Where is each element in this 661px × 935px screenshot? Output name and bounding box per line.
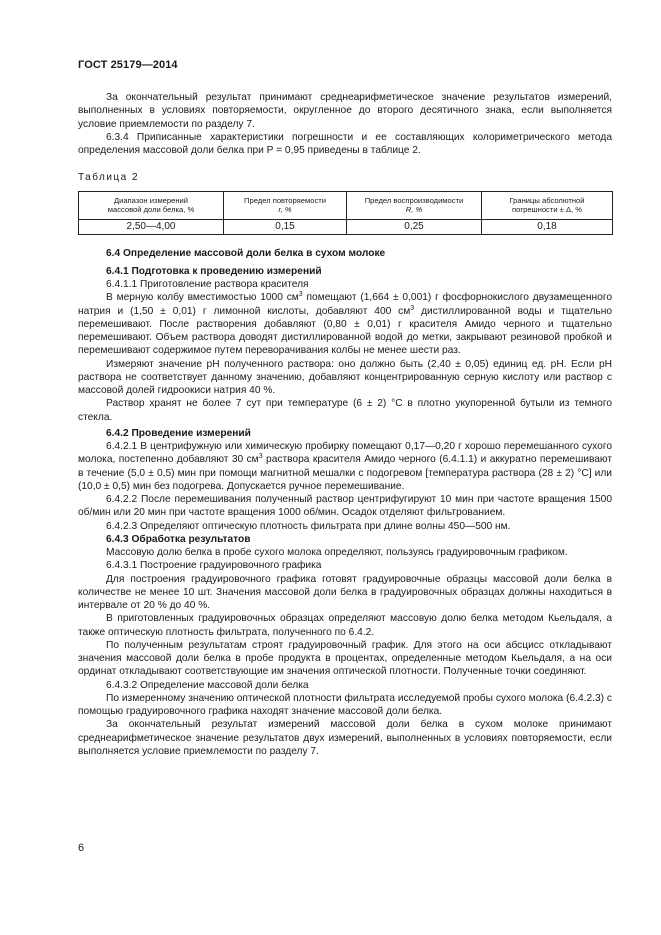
page-body	[78, 91, 612, 758]
section-6-4-3-1-title: 6.4.3.1 Построение градуировочного графика	[106, 560, 322, 572]
header-line: Границы абсолютной	[509, 195, 585, 205]
table-cell: 2,50—4,00	[79, 219, 224, 234]
paragraph-text: 6.3.4 Приписанные характеристики погрешности и ее составляющих колориметрического метода определения массовой доли белка при P = 0,95 приведены в таблице 2.	[78, 131, 612, 156]
paragraph-storage: Раствор хранят не более 7 сут при температуре (6 ± 2) °С в плотно укупоренной бутыли из темного стекла.	[78, 398, 612, 423]
section-6-4-1-title: 6.4.1 Подготовка к проведению измерений	[106, 265, 322, 277]
paragraph-6-4-2-3: 6.4.2.3 Определяют оптическую плотность фильтрата при длине волны 450—500 нм.	[106, 520, 511, 532]
table-header-cell	[347, 191, 482, 219]
table-cell: 0,15	[224, 219, 347, 234]
section-6-4-title: 6.4 Определение массовой доли белка в сухом молоке	[106, 247, 386, 259]
table-header-cell	[224, 191, 347, 219]
paragraph-ph: Измеряют значение pH полученного раствора: оно должно быть (2,40 ± 0,05) единиц ед. pH. Если pH раствора не соответствует данному значению, добавляют концентрированную серную кислоту или раствор с массовой долей гидроокиси натрия 40 %.	[78, 358, 612, 396]
paragraph-text: раствора красителя Амидо черного (6.4.1.1) и аккуратно перемешивают в течение (5,0 ± 0,5) мин при помощи магнитной мешалки с подогревом [температура раствора (28 ± 2) °С] или (10,0 ± 0,5) мин без подогрева. Допускается ручное перемешивание.	[78, 454, 613, 492]
paragraph-final-result: За окончательный результат измерений массовой доли белка в сухом молоке принимают среднеарифметическое значение результатов двух измерений, выполненных в условиях повторяемости, если выполняется условие приемлемости по разделу 7.	[78, 719, 612, 757]
table-header-cell	[482, 191, 613, 219]
table-row	[79, 219, 613, 234]
section-6-4-2-title: 6.4.2 Проведение измерений	[106, 427, 251, 439]
paragraph-6-4-2-2: 6.4.2.2 После перемешивания полученный раствор центрифугируют 10 мин при частоте вращения 1500 об/мин или 20 мин при частоте вращения 1000 об/мин. Осадок отделяют фильтрованием.	[78, 494, 612, 519]
paragraph-graph-construction: По полученным результатам строят градуировочный график. Для этого на оси абсцисс откладывают значения массовой доли белка в пробе продукта в процентах, определенные методом Кьельдаля, а на оси ординат откладывают соответствующие им значения оптической плотности. Полученные точки соединяют.	[78, 639, 612, 678]
header-line: Предел повторяемости	[244, 195, 326, 205]
page-number: 6	[78, 842, 85, 854]
paragraph-text: В мерную колбу вместимостью 1000 см	[106, 292, 299, 304]
section-6-4-3-2-title: 6.4.3.2 Определение массовой доли белка	[106, 679, 309, 691]
header-line: Предел воспроизводимости	[364, 195, 464, 205]
paragraph-6-3-4	[78, 131, 612, 158]
intro-paragraph: За окончательный результат принимают среднеарифметическое значение результатов измерений, выполненных в условиях повторяемости, округленное до второго десятичного знака, если выполняется условие приемлемости по разделу 7.	[78, 92, 612, 130]
paragraph-calibration-samples: Для построения градуировочного графика готовят градуировочные образцы массовой доли белка в количестве не менее 10 шт. Значения массовой доли белка в градуировочных образцах должны находиться в интервале от 20 % до 40 %.	[78, 573, 612, 611]
table-cell: 0,18	[482, 219, 613, 234]
table-header-cell	[79, 191, 224, 219]
table-cell: 0,25	[347, 219, 482, 234]
paragraph-text: помещают (1,664 ± 0,001) г фосфорнокислого двузамещенного натрия и (1,50 ± 0,01) г лимонной кислоты, добавляют 400 см	[78, 292, 612, 317]
section-6-4-1-1-title: 6.4.1.1 Приготовление раствора красителя	[106, 279, 309, 290]
superscript: 3	[298, 291, 303, 299]
superscript: 3	[410, 304, 415, 312]
document-header: ГОСТ 25179—2014	[78, 59, 178, 71]
table-caption: Таблица 2	[78, 172, 140, 184]
paragraph-text: 6.4.2.1 В центрифужную или химическую пробирку помещают 0,17—0,20 г хорошо перемешанного сухого молока, постепенно добавляют 30 см	[78, 441, 612, 466]
superscript: 3	[258, 453, 263, 461]
header-line: r, %	[278, 205, 292, 214]
section-6-4-3-title: 6.4.3 Обработка результатов	[106, 533, 251, 545]
table-header-row	[79, 191, 613, 219]
table-2	[78, 191, 613, 235]
paragraph-graph-usage: Массовую долю белка в пробе сухого молока определяют, пользуясь градуировочным графиком.	[106, 547, 568, 558]
paragraph-text: дистиллированной воды и тщательно перемешивают. После растворения добавляют (0,80 ± 0,01) г красителя Амидо черного и тщательно перемешивают. Объем раствора доводят дистиллированной водой до метки, закрывают резиновой пробкой и перемешивают содержимое путем переворачивания колбы не менее шести раз.	[78, 305, 612, 357]
header-line: массовой доли белка, %	[107, 205, 195, 214]
paragraph-determination: По измеренному значению оптической плотности фильтрата исследуемой пробы сухого молока (6.4.2.3) с помощью градуировочного графика находят значение массовой доли белка.	[78, 692, 612, 717]
header-line: R, %	[405, 205, 423, 214]
paragraph-dye-preparation	[78, 291, 612, 357]
header-line: погрешности ± Δ, %	[511, 205, 582, 214]
header-line: Диапазон измерений	[113, 195, 189, 205]
paragraph-6-4-2-1	[78, 440, 612, 493]
paragraph-kjeldahl: В приготовленных градуировочных образцах определяют массовую долю белка методом Кьельдаля, а также оптическую плотность фильтрата, полученного по 6.4.2.	[78, 613, 612, 638]
